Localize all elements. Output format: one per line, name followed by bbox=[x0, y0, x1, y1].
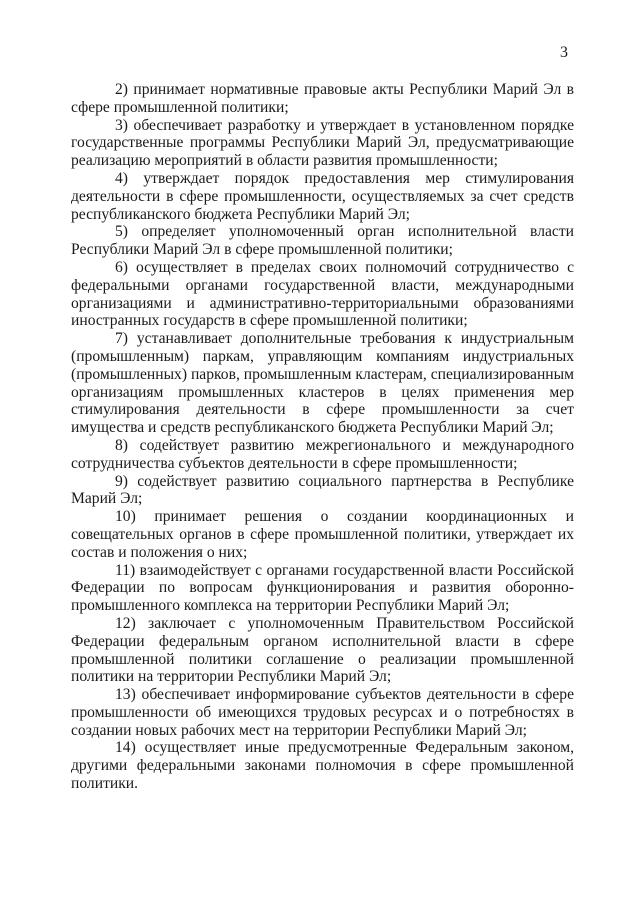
list-item: 8) содействует развитию межрегионального и международного сотрудничества субъектов деятельности в сфере промышленности; bbox=[71, 436, 574, 472]
list-item: 4) утверждает порядок предоставления мер стимулирования деятельности в сфере промышленности, осуществляемых за счет средств республиканского бюджета Республики Марий Эл; bbox=[71, 169, 574, 223]
list-item: 11) взаимодействует с органами государственной власти Российской Федерации по вопросам функционирования и развития оборонно-промышленного комплекса на территории Республики Марий Эл; bbox=[71, 561, 574, 615]
document-body bbox=[71, 81, 574, 793]
page-number: 3 bbox=[560, 44, 568, 61]
list-item: 3) обеспечивает разработку и утверждает в установленном порядке государственные программы Республики Марий Эл, предусматривающие реализацию мероприятий в области развития промышленности; bbox=[71, 116, 574, 170]
list-item: 5) определяет уполномоченный орган исполнительной власти Республики Марий Эл в сфере промышленной политики; bbox=[71, 223, 574, 259]
list-item: 14) осуществляет иные предусмотренные Федеральным законом, другими федеральными законами полномочия в сфере промышленной политики. bbox=[71, 739, 574, 793]
list-item: 6) осуществляет в пределах своих полномочий сотрудничество с федеральными органами государственной власти, международными организациями и административно-территориальными образованиями иностранных государств в сфере промышленной политики; bbox=[71, 258, 574, 330]
list-item: 9) содействует развитию социального партнерства в Республике Марий Эл; bbox=[71, 472, 574, 508]
list-item: 2) принимает нормативные правовые акты Республики Марий Эл в сфере промышленной политики; bbox=[71, 81, 574, 116]
list-item: 7) устанавливает дополнительные требования к индустриальным (промышленным) паркам, управляющим компаниям индустриальных (промышленных) парков, промышленным кластерам, специализированным организациям промышленных кластеров в целях применения мер стимулирования деятельности в сфере промышленности за счет имущества и средств республиканского бюджета Республики Марий Эл; bbox=[71, 330, 574, 437]
list-item: 13) обеспечивает информирование субъектов деятельности в сфере промышленности об имеющихся трудовых ресурсах и о потребностях в создании новых рабочих мест на территории Республики Марий Эл; bbox=[71, 686, 574, 739]
list-item: 12) заключает с уполномоченным Правительством Российской Федерации федеральным органом исполнительной власти в сфере промышленной политики соглашение о реализации промышленной политики на территории Республики Марий Эл; bbox=[71, 614, 574, 686]
list-item: 10) принимает решения о создании координационных и совещательных органов в сфере промышленной политики, утверждает их состав и положения о них; bbox=[71, 508, 574, 561]
